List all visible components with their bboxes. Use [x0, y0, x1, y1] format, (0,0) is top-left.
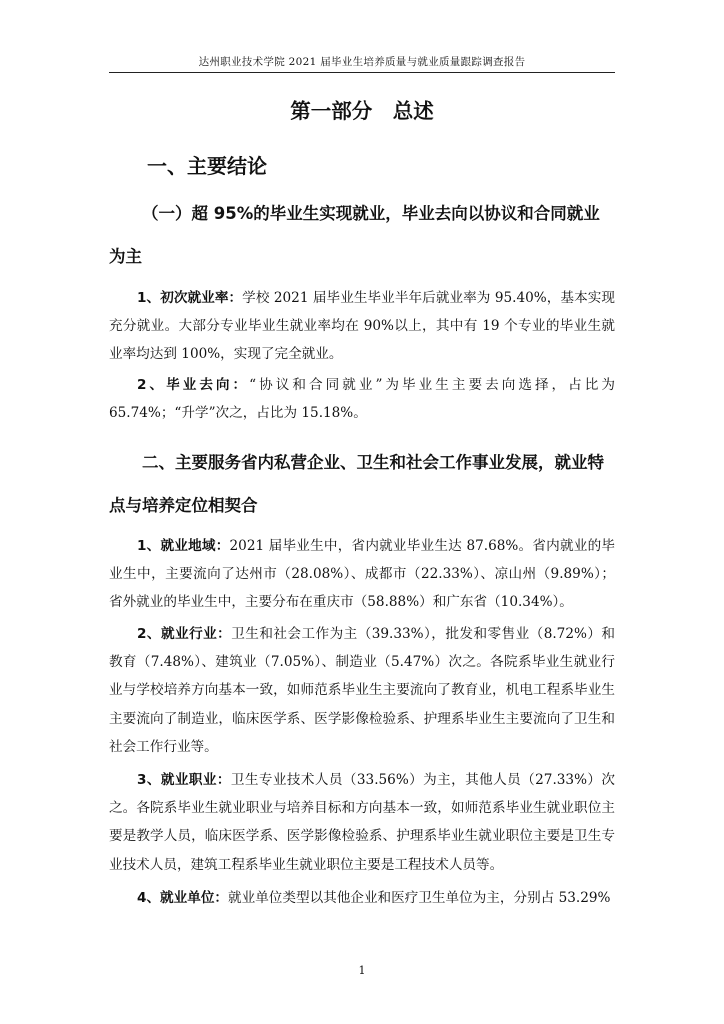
part-title: 第一部分 总述	[290, 99, 434, 123]
paragraph-text: “协议和合同就业”为毕业生主要去向选择，占比为 65.74%；“升学”次之，占比为 15.18%。	[109, 377, 615, 422]
paragraph-employer-type	[109, 884, 615, 912]
paragraph-employment-region	[109, 532, 615, 617]
paragraph-initial-employment-rate	[109, 284, 615, 369]
paragraph-employment-occupation	[109, 766, 615, 879]
paragraph-label: 2、就业行业：	[137, 626, 232, 642]
page-number: 1	[358, 964, 366, 977]
section-heading-service-orientation: 二、主要服务省内私营企业、卫生和社会工作事业发展，就业特点与培养定位相契合	[109, 453, 604, 515]
paragraph-text: 卫生专业技术人员（33.56%）为主，其他人员（27.33%）次之。各院系毕业生就业职业与培养目标和方向基本一致，如师范系毕业生就业职位主要是教学人员，临床医学系、医学影像检验系、护理系毕业生就业职位主要是卫生专业技术人员，建筑工程系毕业生就业职位主要是工程技术人员等。	[109, 772, 615, 873]
section-heading-main-conclusions: 一、主要结论	[147, 154, 267, 178]
paragraph-label: 1、就业地域：	[137, 538, 230, 554]
paragraph-graduate-destination	[109, 371, 615, 427]
paragraph-text: 学校 2021 届毕业生毕业半年后就业率为 95.40%，基本实现充分就业。大部分专业毕业生就业率均在 90%以上，其中有 19 个专业的毕业生就业率均达到 100%，实现了完全就业。	[109, 290, 616, 363]
paragraph-label: 4、就业单位：	[137, 890, 229, 906]
running-header: 达州职业技术学院 2021 届毕业生培养质量与就业质量跟踪调查报告	[109, 54, 615, 73]
paragraph-label: 2、毕业去向：	[137, 377, 250, 393]
paragraph-label: 1、初次就业率：	[137, 290, 243, 306]
paragraph-employment-industry	[109, 620, 615, 761]
paragraph-text: 就业单位类型以其他企业和医疗卫生单位为主，分别占 53.29%	[228, 890, 611, 906]
paragraph-text: 卫生和社会工作为主（39.33%），批发和零售业（8.72%）和教育（7.48%）、建筑业（7.05%）、制造业（5.47%）次之。各院系毕业生就业行业与学校培养方向基本一致，如师范系毕业生主要流向了教育业，机电工程系毕业生主要流向了制造业，临床医学系、医学影像检验系、护理系毕业生主要流向了卫生和社会工作行业等。	[109, 626, 615, 755]
subsection-heading-employment-rate: （一）超 95%的毕业生实现就业，毕业去向以协议和合同就业为主	[109, 204, 600, 266]
paragraph-text: 2021 届毕业生中，省内就业毕业生达 87.68%。省内就业的毕业生中，主要流向了达州市（28.08%）、成都市（22.33%）、凉山州（9.89%）；省外就业的毕业生中，主要分布在重庆市（58.88%）和广东省（10.34%）。	[109, 538, 615, 611]
paragraph-label: 3、就业职业：	[137, 772, 231, 788]
